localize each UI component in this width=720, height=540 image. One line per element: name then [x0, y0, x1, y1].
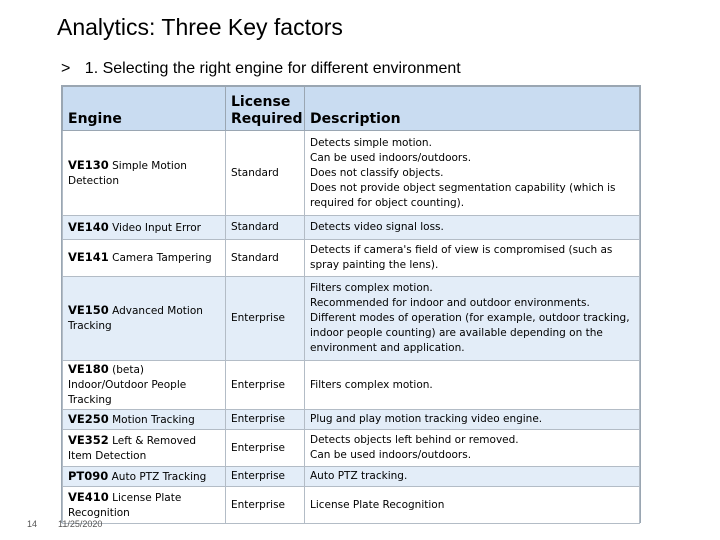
- engine-code: PT090: [68, 468, 109, 483]
- description-cell: [305, 410, 640, 430]
- table-row: [63, 467, 640, 487]
- engine-name: Advanced Motion Tracking: [68, 305, 203, 332]
- engine-code: VE250: [68, 411, 109, 426]
- engine-cell: [63, 216, 226, 240]
- description-cell: [305, 240, 640, 277]
- engine-cell: [63, 277, 226, 361]
- engine-table: [62, 86, 640, 524]
- engine-name: Camera Tampering: [112, 252, 212, 264]
- engine-name: Video Input Error: [112, 221, 201, 234]
- description-cell: [305, 277, 640, 361]
- engine-name: (beta) Indoor/Outdoor People Tracking: [68, 364, 187, 406]
- engine-name: Left & Removed Item Detection: [68, 434, 197, 462]
- engine-cell: [63, 410, 226, 430]
- engine-table-container: [61, 85, 641, 523]
- description-line: Filters complex motion.: [310, 378, 433, 391]
- license-cell: Standard: [226, 131, 305, 216]
- engine-code: VE150: [68, 303, 109, 317]
- engine-code: VE141: [68, 250, 109, 264]
- license-cell: Enterprise: [226, 430, 305, 467]
- description-line: Does not provide object segmentation capability (which is required for object counting).: [310, 181, 616, 209]
- table-row: [63, 487, 640, 524]
- engine-code: VE410: [68, 489, 109, 504]
- header-engine: Engine: [63, 87, 226, 131]
- engine-code: VE180: [68, 362, 109, 376]
- engine-cell: [63, 487, 226, 524]
- bullet-point: [61, 60, 461, 78]
- header-license: License Required: [226, 87, 305, 131]
- license-cell: Enterprise: [226, 487, 305, 524]
- description-line: Filters complex motion.: [310, 282, 433, 294]
- table-row: [63, 131, 640, 216]
- license-cell: Enterprise: [226, 410, 305, 430]
- description-line: Detects video signal loss.: [310, 221, 444, 233]
- engine-cell: [63, 430, 226, 467]
- license-cell: Standard: [226, 216, 305, 240]
- license-cell: Enterprise: [226, 277, 305, 361]
- table-header-row: [63, 87, 640, 131]
- license-cell: Standard: [226, 240, 305, 277]
- engine-name: Motion Tracking: [112, 413, 195, 426]
- slide-date: 11/25/2020: [58, 519, 103, 529]
- table-body: [63, 131, 640, 524]
- engine-code: VE352: [68, 432, 109, 447]
- engine-cell: [63, 361, 226, 410]
- description-line: License Plate Recognition: [310, 498, 445, 511]
- engine-code: VE140: [68, 219, 109, 234]
- description-line: Detects simple motion.: [310, 136, 432, 149]
- description-cell: [305, 361, 640, 410]
- description-line: Recommended for indoor and outdoor environments.: [310, 297, 590, 309]
- table-row: [63, 410, 640, 430]
- table-row: [63, 240, 640, 277]
- bullet-marker: >: [61, 60, 71, 77]
- description-line: Can be used indoors/outdoors.: [310, 151, 472, 164]
- description-line: Detects if camera's field of view is compromised (such as spray painting the lens).: [310, 244, 613, 271]
- slide-title: Analytics: Three Key factors: [57, 14, 343, 40]
- description-cell: [305, 430, 640, 467]
- engine-name: License Plate Recognition: [68, 491, 182, 519]
- license-cell: Enterprise: [226, 467, 305, 487]
- page-number: 14: [27, 519, 38, 529]
- engine-name: Auto PTZ Tracking: [111, 470, 207, 483]
- description-line: Detects objects left behind or removed.: [310, 434, 519, 446]
- description-cell: [305, 487, 640, 524]
- table-row: [63, 361, 640, 410]
- description-line: Auto PTZ tracking.: [310, 470, 408, 482]
- description-line: Plug and play motion tracking video engine.: [310, 413, 543, 425]
- description-cell: [305, 216, 640, 240]
- table-row: [63, 216, 640, 240]
- engine-cell: [63, 131, 226, 216]
- description-line: Does not classify objects.: [310, 166, 444, 179]
- bullet-text: 1. Selecting the right engine for different environment: [84, 60, 461, 77]
- table-row: [63, 430, 640, 467]
- description-cell: [305, 467, 640, 487]
- engine-name: Simple Motion Detection: [68, 159, 187, 187]
- engine-code: VE130: [68, 157, 109, 172]
- table-row: [63, 277, 640, 361]
- engine-cell: [63, 467, 226, 487]
- header-description: Description: [305, 87, 640, 131]
- engine-cell: [63, 240, 226, 277]
- description-line: Can be used indoors/outdoors.: [310, 449, 472, 461]
- description-line: Different modes of operation (for example, outdoor tracking, indoor people counting) are available depending on the environment and application.: [310, 312, 630, 354]
- description-cell: [305, 131, 640, 216]
- license-cell: Enterprise: [226, 361, 305, 410]
